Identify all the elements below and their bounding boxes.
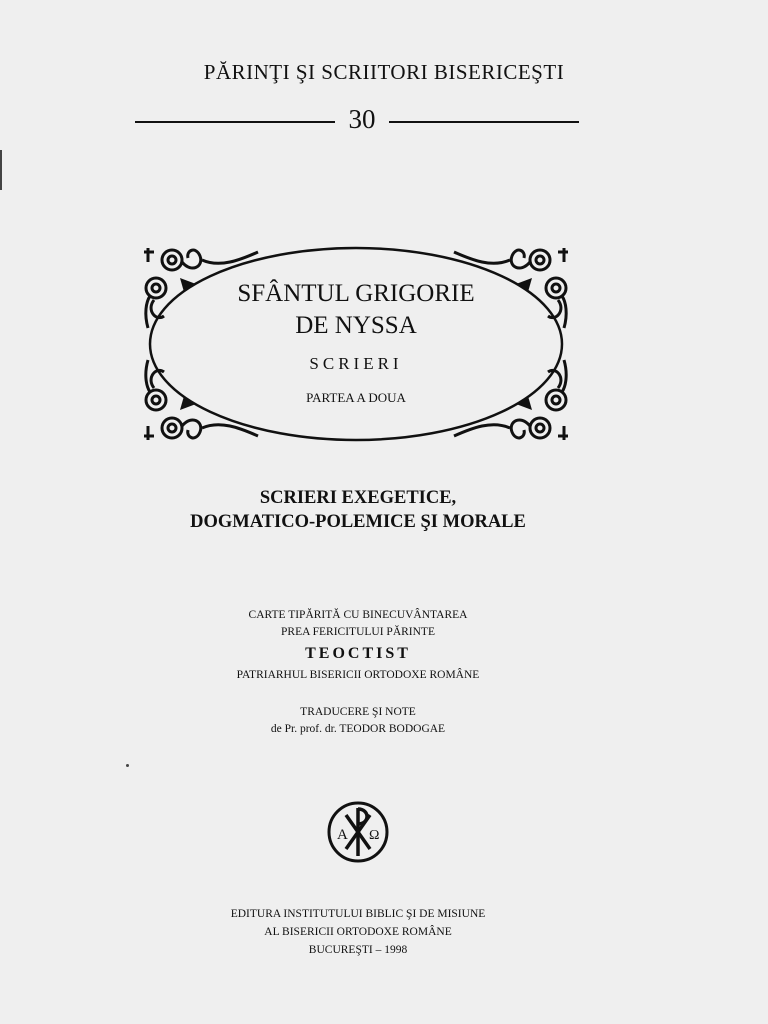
publisher-line-2: AL BISERICII ORTODOXE ROMÂNE xyxy=(264,926,452,938)
rule-left xyxy=(135,121,335,123)
part-label: PARTEA A DOUA xyxy=(306,390,406,405)
series-title: PĂRINŢI ŞI SCRIITORI BISERICEŞTI xyxy=(203,60,565,84)
rule-right xyxy=(389,121,579,123)
volume-title: SCRIERI xyxy=(309,354,403,373)
scan-edge-mark xyxy=(0,150,2,190)
subtitle-line-1: SCRIERI EXEGETICE, xyxy=(259,488,457,508)
author-line-1: SFÂNTUL GRIGORIE xyxy=(237,280,475,307)
publisher-line-1: EDITURA INSTITUTULUI BIBLIC ŞI DE MISIUNE xyxy=(230,908,486,920)
ornamental-frame-icon xyxy=(140,238,572,450)
translation-line-2: de Pr. prof. dr. TEODOR BODOGAE xyxy=(270,723,446,735)
title-cartouche xyxy=(140,238,572,450)
subtitle-line-2: DOGMATICO-POLEMICE ŞI MORALE xyxy=(190,512,526,532)
chi-rho-alpha-omega-icon xyxy=(326,800,390,864)
blessing-line-1: CARTE TIPĂRITĂ CU BINECUVÂNTAREA xyxy=(248,609,468,621)
series-number-rule xyxy=(135,104,579,138)
publisher-line-3: BUCUREŞTI – 1998 xyxy=(308,944,408,956)
series-number: 30 xyxy=(348,104,376,134)
blessing-text xyxy=(0,607,716,641)
patriarch-name: TEOCTIST xyxy=(305,645,411,662)
omega-letter: Ω xyxy=(369,828,380,843)
patriarch-title: PATRIARHUL BISERICII ORTODOXE ROMÂNE xyxy=(236,669,480,681)
author-line-2: DE NYSSA xyxy=(295,312,417,339)
book-subtitle xyxy=(0,486,716,534)
blessing-line-2: PREA FERICITULUI PĂRINTE xyxy=(281,626,435,638)
author-name xyxy=(140,278,572,342)
alpha-letter: A xyxy=(337,827,348,843)
publisher-info xyxy=(0,905,716,959)
scan-speck xyxy=(126,764,129,767)
translation-credit xyxy=(0,704,716,738)
translation-line-1: TRADUCERE ŞI NOTE xyxy=(300,706,416,718)
